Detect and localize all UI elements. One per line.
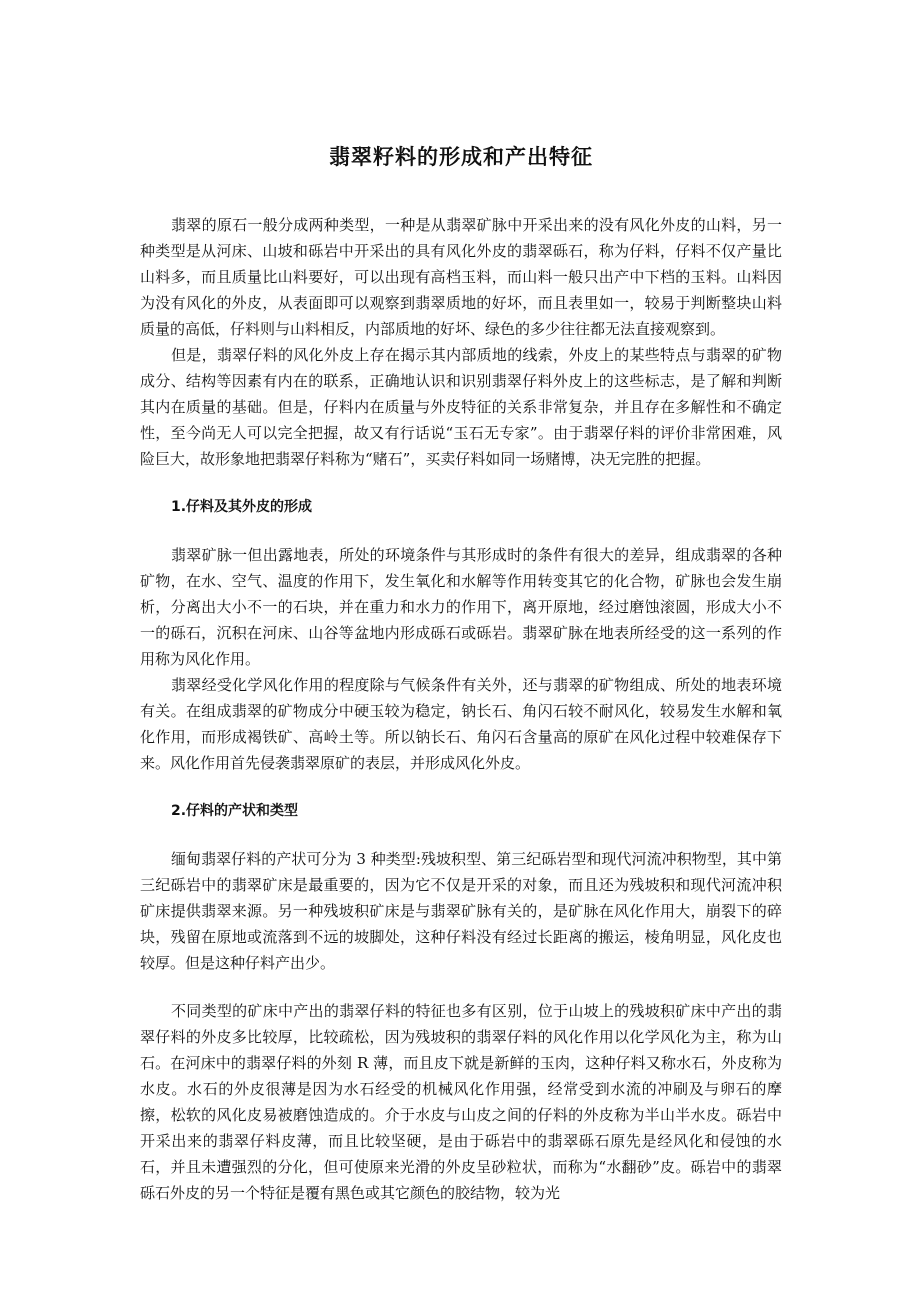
paragraph-gap — [140, 976, 782, 998]
document-title: 翡翠籽料的形成和产出特征 — [329, 145, 593, 169]
section-1-paragraph-2: 翡翠经受化学风化作用的程度除与气候条件有关外，还与翡翠的矿物组成、所处的地表环境有关。在组成翡翠的矿物成分中硬玉较为稳定，钠长石、角闪石较不耐风化，较易发生水解和氧化作用，而形成褐铁矿、高岭土等。所以钠长石、角闪石含量高的原矿在风化过程中较难保存下来。风化作用首先侵袭翡翠原矿的表层，并形成风化外皮。 — [140, 676, 782, 772]
section-2-heading: 2.仔料的产状和类型 — [171, 803, 299, 819]
intro-paragraph-1: 翡翠的原石一般分成两种类型，一种是从翡翠矿脉中开采出来的没有风化外皮的山料，另一种类型是从河床、山坡和砾岩中开采出的具有风化外皮的翡翠砾石，称为仔料，仔料不仅产量比山料多，而且质量比山料要好，可以出现有高档玉料，而山料一般只出产中下档的玉料。山料因为没有风化的外皮，从表面即可以观察到翡翠质地的好坏，而且表里如一，较易于判断整块山料质量的高低，仔料则与山料相反，内部质地的好坏、绿色的多少往往都无法直接观察到。 — [140, 216, 782, 338]
section-1-heading: 1.仔料及其外皮的形成 — [171, 499, 313, 515]
section-2-paragraph-2: 不同类型的矿床中产出的翡翠仔料的特征也多有区别，位于山坡上的残坡积矿床中产出的翡翠仔料的外皮多比较厚，比较疏松，因为残坡积的翡翠仔料的风化作用以化学风化为主，称为山石。在河床中的翡翠仔料的外刻 R 薄，而且皮下就是新鲜的玉肉，这种仔料又称水石，外皮称为水皮。水石的外皮很薄是因为水石经受的机械风化作用强，经常受到水流的冲刷及与卵石的摩擦，松软的风化皮易被磨蚀造成的。介于水皮与山皮之间的仔料的外皮称为半山半水皮。砾岩中开采出来的翡翠仔料皮薄，而且比较坚硬，是由于砾岩中的翡翠砾石原先是经风化和侵蚀的水石，并且未遭强烈的分化，但可使原来光滑的外皮呈砂粒状，而称为“水翻砂”皮。砾岩中的翡翠砾石外皮的另一个特征是覆有黑色或其它颜色的胶结物，较为光 — [140, 1002, 782, 1202]
section-1-paragraph-1: 翡翠矿脉一但出露地表，所处的环境条件与其形成时的条件有很大的差异，组成翡翠的各种矿物，在水、空气、温度的作用下，发生氧化和水解等作用转变其它的化合物，矿脉也会发生崩析，分离出大小不一的石块，并在重力和水力的作用下，离开原地，经过磨蚀滚圆，形成大小不一的砾石，沉积在河床、山谷等盆地内形成砾石或砾岩。翡翠矿脉在地表所经受的这一系列的作用称为风化作用。 — [140, 546, 782, 668]
document-page — [140, 140, 782, 1206]
intro-paragraph-2: 但是，翡翠仔料的风化外皮上存在揭示其内部质地的线索，外皮上的某些特点与翡翠的矿物成分、结构等因素有内在的联系，正确地认识和识别翡翠仔料外皮上的这些标志，是了解和判断其内在质量的基础。但是，仔料内在质量与外皮特征的关系非常复杂，并且存在多解性和不确定性，至今尚无人可以完全把握，故又有行话说“玉石无专家”。由于翡翠仔料的评价非常困难，风险巨大，故形象地把翡翠仔料称为“赌石”，买卖仔料如同一场赌博，决无完胜的把握。 — [140, 346, 782, 468]
section-2-paragraph-1: 缅甸翡翠仔料的产状可分为 3 种类型:残坡积型、第三纪砾岩型和现代河流冲积物型，其中第三纪砾岩中的翡翠矿床是最重要的，因为它不仅是开采的对象，而且还为残坡积和现代河流冲积矿床提供翡翠来源。另一种残坡积矿床是与翡翠矿脉有关的，是矿脉在风化作用大，崩裂下的碎块，残留在原地或流落到不远的坡脚处，这种仔料没有经过长距离的搬运，棱角明显，风化皮也较厚。但是这种仔料产出少。 — [140, 850, 782, 972]
